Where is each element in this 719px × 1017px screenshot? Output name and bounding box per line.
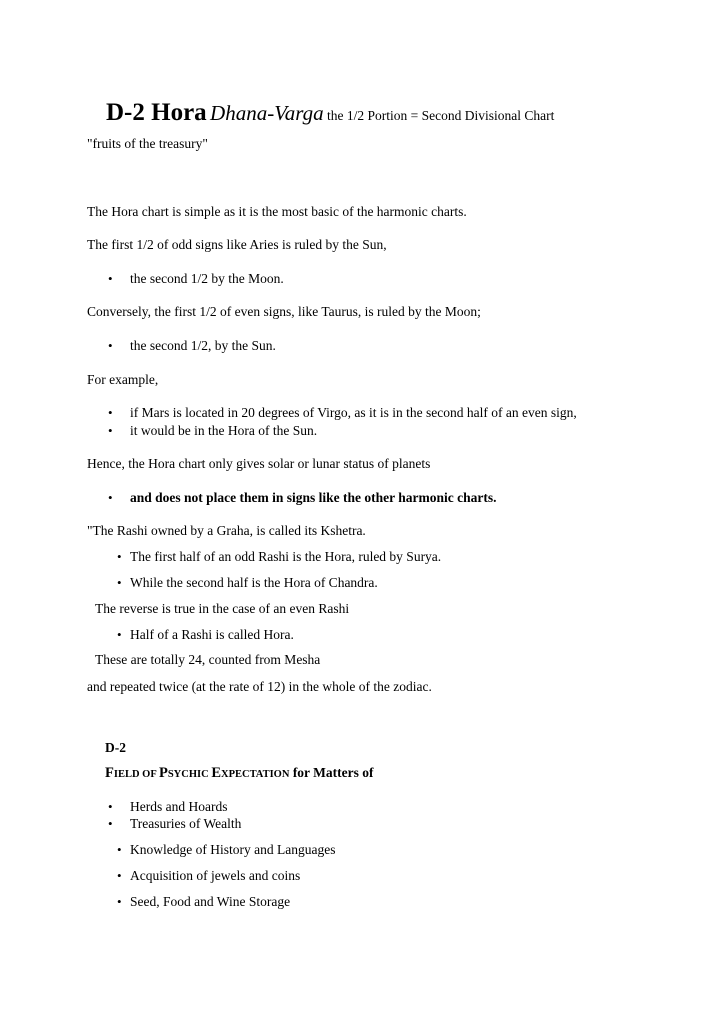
bullet-icon: • <box>108 490 113 505</box>
bullet-icon: • <box>108 338 113 353</box>
field-label-letter: P <box>158 765 168 781</box>
list-item: the second 1/2, by the Sun. <box>130 338 276 353</box>
quote-line-1: "The Rashi owned by a Graha, is called its Kshetra. <box>87 523 366 538</box>
bullet-icon: • <box>117 549 122 564</box>
list-item: Herds and Hoards <box>130 799 228 814</box>
intro-paragraph-4: For example, <box>87 372 159 387</box>
bullet-icon: • <box>108 271 113 286</box>
list-item: and does not place them in signs like the other harmonic charts. <box>130 490 497 505</box>
field-label-tail: for Matters of <box>292 765 374 780</box>
bullet-icon: • <box>117 842 122 857</box>
bullet-icon: • <box>117 894 122 909</box>
bullet-icon: • <box>117 627 122 642</box>
page-title <box>106 100 554 125</box>
bullet-icon: • <box>108 423 113 438</box>
section-heading: D-2 <box>105 740 126 755</box>
quote-line-4: and repeated twice (at the rate of 12) in the whole of the zodiac. <box>87 679 432 694</box>
quote-line-2: The reverse is true in the case of an even Rashi <box>95 601 350 616</box>
list-item: if Mars is located in 20 degrees of Virgo, as it is in the second half of an even sign, <box>130 405 577 420</box>
list-item: The first half of an odd Rashi is the Hora, ruled by Surya. <box>130 549 442 564</box>
list-item: Treasuries of Wealth <box>130 816 242 831</box>
field-label-part: XPECTATION <box>220 769 290 780</box>
intro-paragraph-1: The Hora chart is simple as it is the most basic of the harmonic charts. <box>87 204 467 219</box>
intro-paragraph-3: Conversely, the first 1/2 of even signs, like Taurus, is ruled by the Moon; <box>87 304 481 319</box>
list-item: Half of a Rashi is called Hora. <box>130 627 294 642</box>
list-item: While the second half is the Hora of Chandra. <box>130 575 378 590</box>
field-label-part: SYCHIC <box>167 769 212 780</box>
list-item: the second 1/2 by the Moon. <box>130 271 284 286</box>
list-item: Acquisition of jewels and coins <box>130 868 301 883</box>
list-item: it would be in the Hora of the Sun. <box>130 423 318 438</box>
bullet-icon: • <box>108 816 113 831</box>
bullet-icon: • <box>108 799 113 814</box>
field-label-letter: F <box>105 765 114 781</box>
title-main: D-2 Hora <box>106 99 207 126</box>
list-item: Knowledge of History and Languages <box>130 842 336 857</box>
field-label-part: IELD OF <box>113 769 159 780</box>
subtitle: "fruits of the treasury" <box>87 136 208 151</box>
list-item: Seed, Food and Wine Storage <box>130 894 291 909</box>
quote-line-3: These are totally 24, counted from Mesha <box>95 652 321 667</box>
bullet-icon: • <box>108 405 113 420</box>
intro-paragraph-2: The first 1/2 of odd signs like Aries is ruled by the Sun, <box>87 237 387 252</box>
intro-paragraph-5: Hence, the Hora chart only gives solar or lunar status of planets <box>87 456 431 471</box>
title-italic: Dhana-Varga <box>210 101 324 125</box>
title-rest: the 1/2 Portion = Second Divisional Chart <box>326 108 555 123</box>
bullet-icon: • <box>117 868 122 883</box>
field-label-letter: E <box>211 765 221 781</box>
bullet-icon: • <box>117 575 122 590</box>
field-label <box>105 766 374 781</box>
